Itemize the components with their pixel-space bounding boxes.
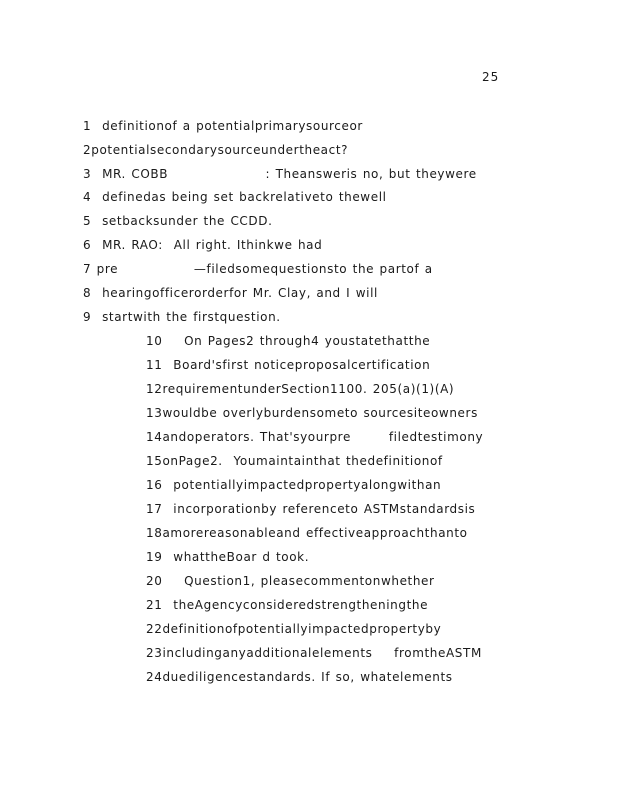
- transcript-line-11: 11 Board'sfirst noticeproposalcertification: [146, 358, 431, 372]
- transcript-line-10: 10 On Pages2 through4 youstatethatthe: [146, 334, 431, 348]
- transcript-line-3: 3 MR. COBB : Theansweris no, but theywere: [83, 167, 477, 181]
- transcript-line-15: 15onPage2. Youmaintainthat thedefinitionof: [146, 454, 443, 468]
- transcript-line-13: 13wouldbe overlyburdensometo sourcesiteowners: [146, 406, 478, 420]
- transcript-line-17: 17 incorporationby referenceto ASTMstandardsis: [146, 502, 476, 516]
- transcript-line-24: 24duediligencestandards. If so, whatelements: [146, 670, 453, 684]
- transcript-line-4: 4 definedas being set backrelativeto thewell: [83, 190, 387, 204]
- transcript-line-6: 6 MR. RAO: All right. Ithinkwe had: [83, 238, 323, 252]
- transcript-line-12: 12requirementunderSection1100. 205(a)(1)(A): [146, 382, 455, 396]
- transcript-line-18: 18amorereasonableand effectiveapproachthanto: [146, 526, 468, 540]
- transcript-line-14: 14andoperators. That'syourpre filedtestimony: [146, 430, 484, 444]
- transcript-line-22: 22definitionofpotentiallyimpactedpropertyby: [146, 622, 442, 636]
- transcript-line-1: 1 definitionof a potentialprimarysourceor: [83, 119, 363, 133]
- transcript-line-21: 21 theAgencyconsideredstrengtheningthe: [146, 598, 429, 612]
- transcript-line-9: 9 startwith the firstquestion.: [83, 310, 281, 324]
- transcript-line-20: 20 Question1, pleasecommentonwhether: [146, 574, 435, 588]
- transcript-line-2: 2potentialsecondarysourceundertheact?: [83, 143, 349, 157]
- transcript-line-16: 16 potentiallyimpactedpropertyalongwithan: [146, 478, 442, 492]
- transcript-line-19: 19 whattheBoar d took.: [146, 550, 310, 564]
- transcript-line-5: 5 setbacksunder the CCDD.: [83, 214, 273, 228]
- transcript-line-8: 8 hearingofficerorderfor Mr. Clay, and I will: [83, 286, 378, 300]
- transcript-line-23: 23includinganyadditionalelements fromtheASTM: [146, 646, 482, 660]
- page-number: 25: [482, 70, 500, 84]
- transcript-line-7: 7 pre —filedsomequestionsto the partof a: [83, 262, 433, 276]
